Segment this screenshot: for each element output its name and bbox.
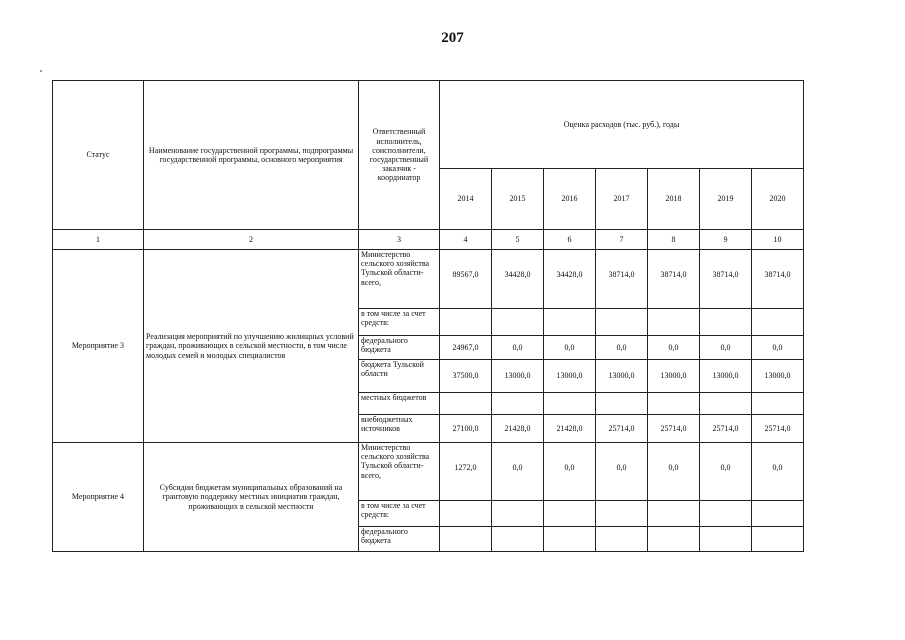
amount-cell: 37500,0 — [440, 360, 492, 393]
status-cell: Мероприятие 3 — [53, 250, 144, 443]
amount-cell: 13000,0 — [492, 360, 544, 393]
amount-cell: 38714,0 — [752, 250, 804, 309]
scan-speck — [40, 70, 42, 72]
amount-cell — [492, 393, 544, 415]
amount-cell — [440, 393, 492, 415]
column-number: 7 — [596, 230, 648, 250]
amount-cell: 34428,0 — [544, 250, 596, 309]
amount-cell: 13000,0 — [596, 360, 648, 393]
year-cell: 2020 — [752, 169, 804, 230]
amount-cell: 27100,0 — [440, 415, 492, 443]
amount-cell: 24967,0 — [440, 336, 492, 360]
column-number: 6 — [544, 230, 596, 250]
amount-cell — [596, 527, 648, 552]
funding-source-cell: в том числе за счет средств: — [359, 309, 440, 336]
funding-source-cell: местных бюджетов — [359, 393, 440, 415]
amount-cell — [700, 309, 752, 336]
amount-cell — [648, 527, 700, 552]
amount-cell: 0,0 — [700, 336, 752, 360]
amount-cell: 25714,0 — [648, 415, 700, 443]
amount-cell — [492, 309, 544, 336]
funding-source-cell: федерального бюджета — [359, 336, 440, 360]
amount-cell — [544, 309, 596, 336]
amount-cell: 25714,0 — [752, 415, 804, 443]
amount-cell: 13000,0 — [700, 360, 752, 393]
amount-cell: 89567,0 — [440, 250, 492, 309]
header-costs: Оценка расходов (тыс. руб.), годы — [440, 81, 804, 169]
amount-cell: 13000,0 — [544, 360, 596, 393]
amount-cell — [596, 393, 648, 415]
amount-cell: 0,0 — [752, 443, 804, 501]
amount-cell — [648, 393, 700, 415]
column-number: 9 — [700, 230, 752, 250]
amount-cell — [544, 501, 596, 527]
column-number: 4 — [440, 230, 492, 250]
column-number: 8 — [648, 230, 700, 250]
year-cell: 2015 — [492, 169, 544, 230]
amount-cell: 0,0 — [700, 443, 752, 501]
header-responsible: Ответственный исполнитель, соисполнители, государственный заказчик - координатор — [359, 81, 440, 230]
column-number: 1 — [53, 230, 144, 250]
amount-cell — [492, 501, 544, 527]
column-number: 3 — [359, 230, 440, 250]
header-status: Статус — [53, 81, 144, 230]
amount-cell: 0,0 — [492, 443, 544, 501]
activity-name-cell: Субсидии бюджетам муниципальных образований на грантовую поддержку местных инициатив граждан, проживающих в сельской местности — [144, 443, 359, 552]
amount-cell: 0,0 — [596, 443, 648, 501]
funding-source-cell: бюджета Тульской области — [359, 360, 440, 393]
page-number: 207 — [441, 30, 464, 46]
amount-cell: 0,0 — [544, 336, 596, 360]
amount-cell: 0,0 — [648, 443, 700, 501]
amount-cell: 25714,0 — [596, 415, 648, 443]
amount-cell: 1272,0 — [440, 443, 492, 501]
amount-cell — [700, 527, 752, 552]
funding-source-cell: федерального бюджета — [359, 527, 440, 552]
year-cell: 2019 — [700, 169, 752, 230]
table-row — [53, 443, 804, 501]
amount-cell — [544, 527, 596, 552]
amount-cell: 21428,0 — [492, 415, 544, 443]
amount-cell — [752, 501, 804, 527]
amount-cell — [648, 501, 700, 527]
table-row — [53, 250, 804, 309]
amount-cell — [648, 309, 700, 336]
amount-cell — [752, 527, 804, 552]
year-cell: 2016 — [544, 169, 596, 230]
status-cell: Мероприятие 4 — [53, 443, 144, 552]
column-number: 2 — [144, 230, 359, 250]
amount-cell: 0,0 — [492, 336, 544, 360]
year-cell: 2017 — [596, 169, 648, 230]
amount-cell: 25714,0 — [700, 415, 752, 443]
funding-source-cell: внебюджетных источников — [359, 415, 440, 443]
amount-cell: 0,0 — [544, 443, 596, 501]
column-number: 10 — [752, 230, 804, 250]
amount-cell: 0,0 — [752, 336, 804, 360]
amount-cell: 13000,0 — [752, 360, 804, 393]
amount-cell: 0,0 — [596, 336, 648, 360]
amount-cell — [440, 527, 492, 552]
amount-cell — [752, 309, 804, 336]
year-cell: 2018 — [648, 169, 700, 230]
funding-source-cell: Министерство сельского хозяйства Тульской области- всего, — [359, 443, 440, 501]
amount-cell — [596, 501, 648, 527]
amount-cell: 34428,0 — [492, 250, 544, 309]
funding-source-cell: Министерство сельского хозяйства Тульской области- всего, — [359, 250, 440, 309]
activity-name-cell: Реализация мероприятий по улучшению жилищных условий граждан, проживающих в сельской местности, в том числе молодых семей и молодых специалистов — [144, 250, 359, 443]
amount-cell: 38714,0 — [700, 250, 752, 309]
funding-source-cell: в том числе за счет средств: — [359, 501, 440, 527]
amount-cell — [544, 393, 596, 415]
amount-cell — [440, 501, 492, 527]
column-number: 5 — [492, 230, 544, 250]
header-name: Наименование государственной программы, подпрограммы государственной программы, основного мероприятия — [144, 81, 359, 230]
amount-cell: 38714,0 — [596, 250, 648, 309]
year-cell: 2014 — [440, 169, 492, 230]
amount-cell — [752, 393, 804, 415]
amount-cell — [596, 309, 648, 336]
amount-cell — [700, 393, 752, 415]
amount-cell — [700, 501, 752, 527]
amount-cell: 38714,0 — [648, 250, 700, 309]
expense-table — [52, 80, 804, 552]
amount-cell — [492, 527, 544, 552]
amount-cell: 13000,0 — [648, 360, 700, 393]
amount-cell: 21428,0 — [544, 415, 596, 443]
amount-cell — [440, 309, 492, 336]
amount-cell: 0,0 — [648, 336, 700, 360]
